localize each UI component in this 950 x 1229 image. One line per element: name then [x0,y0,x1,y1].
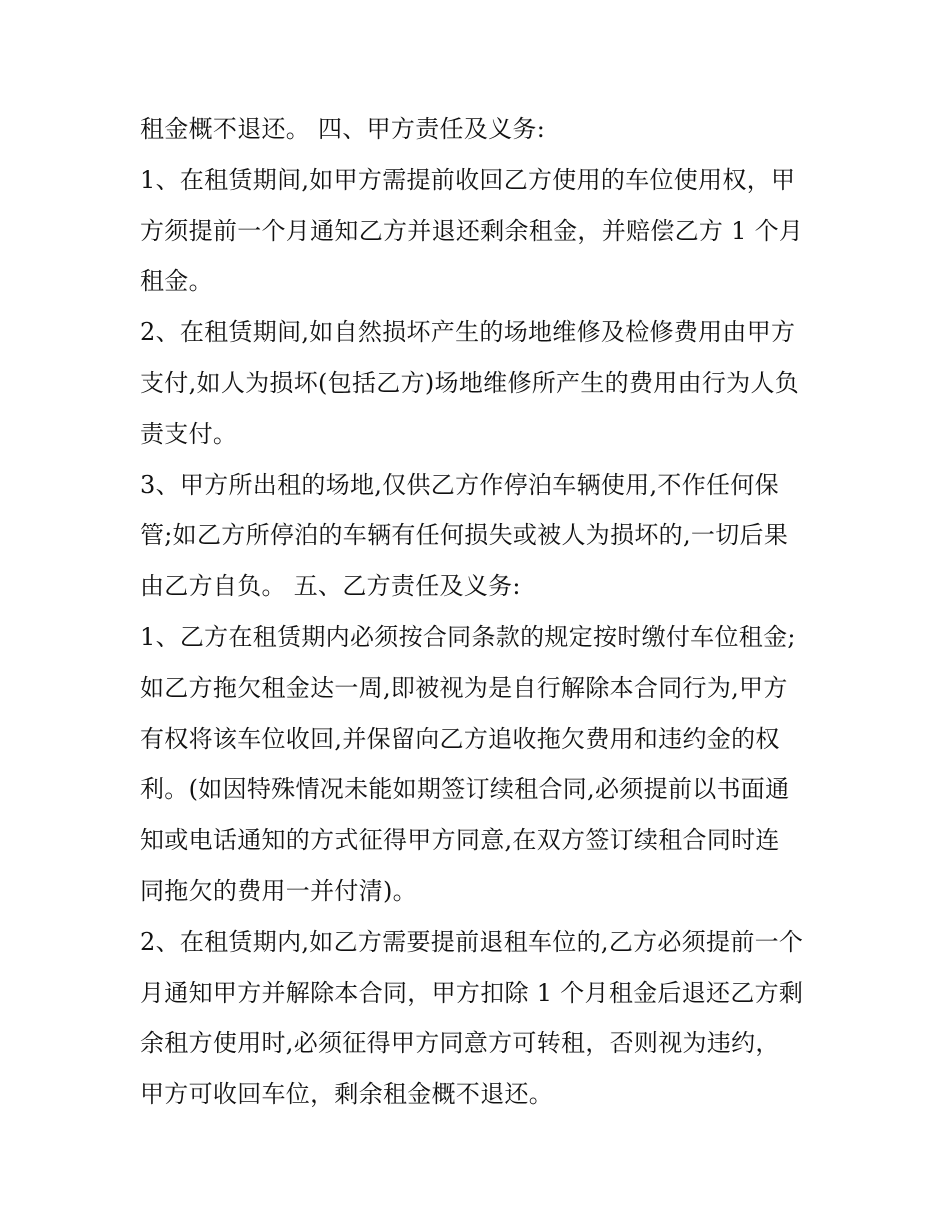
text-line: 有权将该车位收回,并保留向乙方追收拖欠费用和违约金的权 [140,724,780,753]
text-line: 支付,如人为损坏(包括乙方)场地维修所产生的费用由行为人负 [140,368,800,397]
text-line: 余租方使用时,必须征得甲方同意方可转租，否则视为违约， [140,1029,780,1058]
text-line: 由乙方自负。 五、乙方责任及义务: [140,572,521,601]
text-line: 甲方可收回车位，剩余租金概不退还。 [140,1080,554,1109]
text-line: 1、在租赁期间,如甲方需提前收回乙方使用的车位使用权，甲 [140,165,796,194]
text-line: 管;如乙方所停泊的车辆有任何损失或被人为损坏的,一切后果 [140,521,789,550]
text-line: 租金概不退还。 四、甲方责任及义务: [140,115,546,143]
text-line: 同拖欠的费用一并付清)。 [140,876,417,905]
text-line: 月通知甲方并解除本合同，甲方扣除 1 个月租金后退还乙方剩 [140,978,804,1007]
document-body [140,104,820,1120]
text-line: 3、甲方所出租的场地,仅供乙方作停泊车辆使用,不作任何保 [140,470,779,499]
text-line: 如乙方拖欠租金达一周,即被视为是自行解除本合同行为,甲方 [140,673,788,702]
text-line: 责支付。 [140,419,238,448]
text-line: 1、乙方在租赁期内必须按合同条款的规定按时缴付车位租金; [140,622,796,651]
text-line: 2、在租赁期内,如乙方需要提前退租车位的,乙方必须提前一个 [140,927,804,956]
text-line: 知或电话通知的方式征得甲方同意,在双方签订续租合同时连 [140,826,780,855]
text-line: 租金。 [140,267,213,296]
text-line: 方须提前一个月通知乙方并退还剩余租金，并赔偿乙方 1 个月 [140,216,804,245]
text-line: 2、在租赁期间,如自然损坏产生的场地维修及检修费用由甲方 [140,318,796,347]
text-line: 利。(如因特殊情况未能如期签订续租合同,必须提前以书面通 [140,775,790,804]
